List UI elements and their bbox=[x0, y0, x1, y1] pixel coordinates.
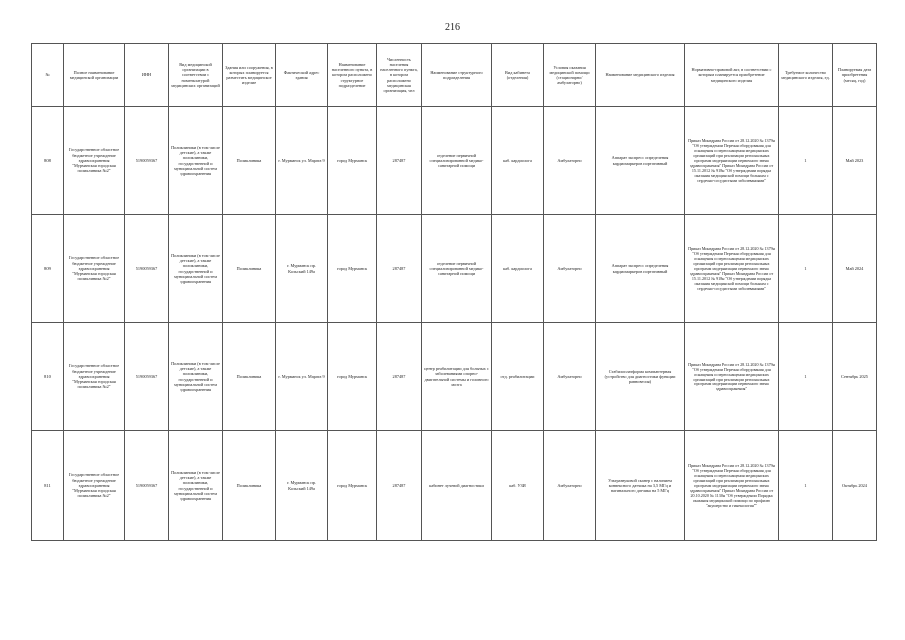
column-header: Наименование населенного пункта, в котором расположено структурное подразделение bbox=[328, 44, 377, 107]
table-row bbox=[32, 323, 877, 431]
column-header: ИНН bbox=[125, 44, 169, 107]
column-header: Нормативно-правовой акт, в соответствии с которым планируется приобретение медицинского изделия bbox=[685, 44, 779, 107]
org-name-cell: Государственное областное бюджетное учреждение здравоохранения "Мурманская городская поликлиника №2" bbox=[64, 107, 125, 215]
address-cell: г. Мурманск ул. Марата 9 bbox=[276, 107, 328, 215]
table-row bbox=[32, 431, 877, 541]
building-cell: Поликлиника bbox=[223, 431, 276, 541]
locality-cell: город Мурманск bbox=[328, 431, 377, 541]
population-cell: 287487 bbox=[377, 215, 422, 323]
quantity-cell: 1 bbox=[779, 323, 833, 431]
address-cell: г. Мурманск пр. Кольский 149а bbox=[276, 215, 328, 323]
normative-act-cell: Приказ Минздрава России от 28.12.2020 № 1379н "Об утверждении Перечня оборудования для оснащения и переоснащения медицинских организаций при реализации региональных программ модернизации первичного звена здравоохранения" Приказ Минздрава России от 20.10.2020 № 1130н "Об утверждении Порядка оказания медицинской помощи по профилю "акушерство и гинекология"" bbox=[685, 431, 779, 541]
row-number: 809 bbox=[32, 215, 64, 323]
column-header: Планируемая дата приобретения (месяц, год) bbox=[833, 44, 877, 107]
column-header: Вид медицинской организации в соответствии с номенклатурой медицинских организаций bbox=[169, 44, 223, 107]
page-number: 216 bbox=[445, 22, 460, 33]
building-cell: Поликлиника bbox=[223, 323, 276, 431]
conditions-cell: Амбулаторно bbox=[544, 431, 596, 541]
device-cell: Аппарат экспресс определения кардиомаркеров портативный bbox=[596, 107, 685, 215]
cabinet-cell: каб. УЗИ bbox=[492, 431, 544, 541]
normative-act-cell: Приказ Минздрава России от 28.12.2020 № 1379н "Об утверждении Перечня оборудования для оснащения и переоснащения медицинских организаций при реализации региональных программ модернизации первичного звена здравоохранения" Приказ Минздрава России от 15.11.2012 № 918н "Об утверждении порядка оказания медицинской помощи больным с сердечно-сосудистыми заболеваниями" bbox=[685, 107, 779, 215]
population-cell: 287487 bbox=[377, 107, 422, 215]
org-type-cell: Поликлиники (в том числе детские), а также поликлиники, государственной и муниципальной систем здравоохранения bbox=[169, 431, 223, 541]
building-cell: Поликлиника bbox=[223, 215, 276, 323]
cabinet-cell: каб. кардиолога bbox=[492, 107, 544, 215]
locality-cell: город Мурманск bbox=[328, 215, 377, 323]
cabinet-cell: отд. реабилитации bbox=[492, 323, 544, 431]
org-name-cell: Государственное областное бюджетное учреждение здравоохранения "Мурманская городская поликлиника №2" bbox=[64, 215, 125, 323]
row-number: 810 bbox=[32, 323, 64, 431]
address-cell: г. Мурманск ул. Марата 9 bbox=[276, 323, 328, 431]
population-cell: 287487 bbox=[377, 431, 422, 541]
unit-cell: кабинет лучевой диагностики bbox=[422, 431, 492, 541]
inn-cell: 5190059367 bbox=[125, 215, 169, 323]
org-type-cell: Поликлиники (в том числе детские), а также поликлиники, государственной и муниципальной систем здравоохранения bbox=[169, 107, 223, 215]
unit-cell: отделение первичной специализированной медико-санитарной помощи bbox=[422, 107, 492, 215]
date-cell: Сентябрь 2025 bbox=[833, 323, 877, 431]
date-cell: Октябрь 2024 bbox=[833, 431, 877, 541]
table-row bbox=[32, 107, 877, 215]
column-header: № bbox=[32, 44, 64, 107]
column-header: Требуемое количество медицинского изделия, ед. bbox=[779, 44, 833, 107]
device-cell: Аппарат экспресс определения кардиомаркеров портативный bbox=[596, 215, 685, 323]
column-header: Условия оказания медицинской помощи (стационарно/ амбулаторно) bbox=[544, 44, 596, 107]
normative-act-cell: Приказ Минздрава России от 28.12.2020 № 1379н "Об утверждении Перечня оборудования для оснащения и переоснащения медицинских организаций при реализации региональных программ модернизации первичного звена здравоохранения" bbox=[685, 323, 779, 431]
unit-cell: центр реабилитации для больных с заболеваниями опорно-двигательной системы и головного мозга bbox=[422, 323, 492, 431]
address-cell: г. Мурманск пр. Кольский 149а bbox=[276, 431, 328, 541]
normative-act-cell: Приказ Минздрава России от 28.12.2020 № 1379н "Об утверждении Перечня оборудования для оснащения и переоснащения медицинских организаций при реализации региональных программ модернизации первичного звена здравоохранения" Приказ Минздрава России от 15.11.2012 № 918н "Об утверждении порядка оказания медицинской помощи больным с сердечно-сосудистыми заболеваниями" bbox=[685, 215, 779, 323]
org-type-cell: Поликлиники (в том числе детские), а также поликлиники, государственной и муниципальной систем здравоохранения bbox=[169, 215, 223, 323]
population-cell: 287487 bbox=[377, 323, 422, 431]
cabinet-cell: каб. кардиолога bbox=[492, 215, 544, 323]
building-cell: Поликлиника bbox=[223, 107, 276, 215]
org-name-cell: Государственное областное бюджетное учреждение здравоохранения "Мурманская городская поликлиника №2" bbox=[64, 431, 125, 541]
inn-cell: 5190059367 bbox=[125, 431, 169, 541]
conditions-cell: Амбулаторно bbox=[544, 107, 596, 215]
locality-cell: город Мурманск bbox=[328, 107, 377, 215]
column-header: Наименование структурного подразделения bbox=[422, 44, 492, 107]
header-row bbox=[32, 44, 877, 107]
column-header: Фактический адрес здания bbox=[276, 44, 328, 107]
device-cell: Ультразвуковой сканер с наличием конвексного датчика на 3,5 МГц и вагинального датчика на 5 МГц bbox=[596, 431, 685, 541]
conditions-cell: Амбулаторно bbox=[544, 215, 596, 323]
table-row bbox=[32, 215, 877, 323]
date-cell: Май 2024 bbox=[833, 215, 877, 323]
column-header: Вид кабинета (отделения) bbox=[492, 44, 544, 107]
column-header: Наименование медицинского изделия bbox=[596, 44, 685, 107]
org-type-cell: Поликлиники (в том числе детские), а также поликлиники, государственной и муниципальной систем здравоохранения bbox=[169, 323, 223, 431]
date-cell: Май 2023 bbox=[833, 107, 877, 215]
org-name-cell: Государственное областное бюджетное учреждение здравоохранения "Мурманская городская поликлиника №2" bbox=[64, 323, 125, 431]
conditions-cell: Амбулаторно bbox=[544, 323, 596, 431]
device-cell: Стабилоплатформа компьютерная (устройство для диагностики функции равновесия) bbox=[596, 323, 685, 431]
locality-cell: город Мурманск bbox=[328, 323, 377, 431]
quantity-cell: 1 bbox=[779, 107, 833, 215]
unit-cell: отделение первичной специализированной медико-санитарной помощи bbox=[422, 215, 492, 323]
inn-cell: 5190059367 bbox=[125, 323, 169, 431]
column-header: Полное наименование медицинской организации bbox=[64, 44, 125, 107]
equipment-table bbox=[31, 43, 877, 541]
row-number: 811 bbox=[32, 431, 64, 541]
inn-cell: 5190059367 bbox=[125, 107, 169, 215]
quantity-cell: 1 bbox=[779, 431, 833, 541]
column-header: Численность населения населенного пункта, в котором расположено медицинская организация, чел bbox=[377, 44, 422, 107]
column-header: Здания или сооружения, в которых планируется разместить медицинское изделие bbox=[223, 44, 276, 107]
row-number: 808 bbox=[32, 107, 64, 215]
quantity-cell: 1 bbox=[779, 215, 833, 323]
